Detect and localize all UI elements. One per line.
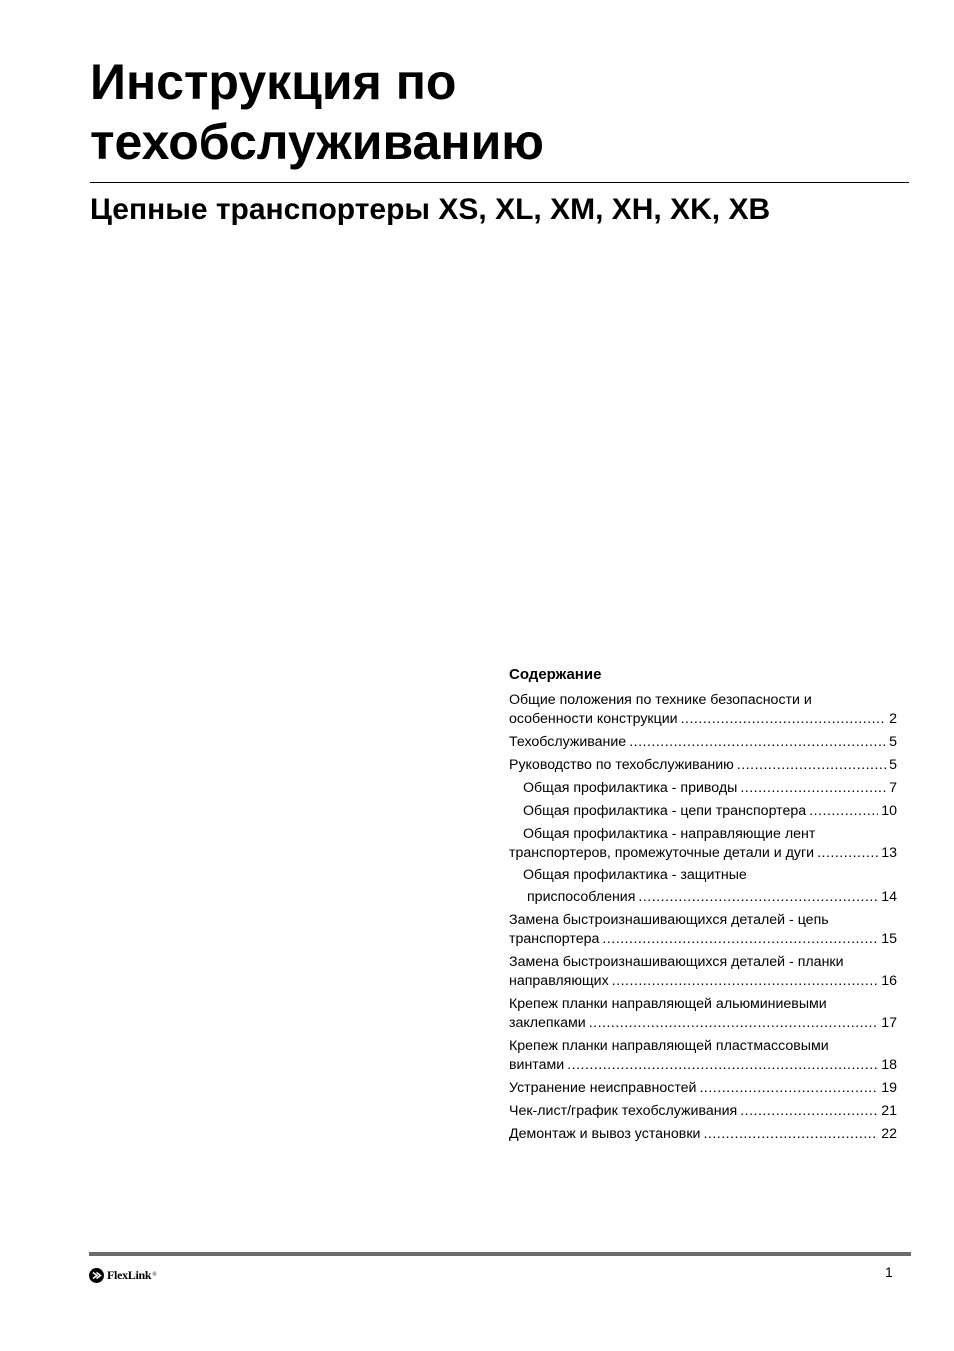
toc-entry-replace-chain[interactable] [509,911,897,949]
document-title-line-2: техобслуживанию [90,114,545,170]
toc-entry-guides[interactable] [509,825,897,863]
toc-entry-screws[interactable] [509,1037,897,1075]
toc-entry-text: Чек-лист/график техобслуживания [509,1103,738,1119]
toc-entry-maintenance-guide[interactable] [509,756,897,775]
document-subtitle: Цепные транспортеры XS, XL, XM, XH, XK, XB [90,193,771,226]
toc-entry-text: заклепками [509,1015,586,1031]
toc-leader-dots [629,733,886,752]
toc-leader-dots [681,710,887,729]
toc-page-number: 14 [881,889,897,905]
toc-page-number: 16 [881,973,897,989]
toc-heading: Содержание [509,666,602,683]
title-divider [90,182,909,183]
toc-entry-text: Техобслуживание [509,734,627,750]
toc-entry-text: направляющих [509,973,609,989]
page-number: 1 [885,1264,893,1280]
toc-page-number: 17 [881,1015,897,1031]
toc-entry-text: транспортера [509,931,600,947]
toc-leader-dots [740,1102,878,1121]
toc-leader-dots [589,1014,879,1033]
toc-leader-dots [737,756,886,775]
toc-entry-safety[interactable] [509,691,897,729]
toc-entry-text: Крепеж планки направляющей пластмассовыми [509,1038,829,1054]
toc-entry-drives[interactable] [509,779,897,798]
toc-entry-text: Общие положения по технике безопасности и [509,692,812,708]
toc-entry-replace-guide-strips[interactable] [509,953,897,991]
toc-entry-text: приспособления [527,889,636,905]
toc-page-number: 5 [889,734,897,750]
toc-page-number: 18 [881,1057,897,1073]
toc-leader-dots [567,1056,878,1075]
table-of-contents [509,664,897,1148]
toc-leader-dots [809,802,878,821]
toc-entry-text: Общая профилактика - направляющие лент [523,826,816,842]
toc-entry-text: Демонтаж и вывоз установки [509,1126,701,1142]
toc-leader-dots [740,779,886,798]
toc-page-number: 22 [881,1126,897,1142]
toc-leader-dots [638,888,878,907]
document-title [90,52,544,172]
toc-page-number: 10 [881,803,897,819]
footer-divider [89,1252,911,1256]
toc-entry-text: транспортеров, промежуточные детали и дуги [509,845,815,861]
toc-entry-checklist[interactable] [509,1102,897,1121]
logo-wordmark: FlexLink [107,1267,152,1282]
toc-leader-dots [612,972,879,991]
toc-entry-text: Руководство по техобслуживанию [509,757,734,773]
toc-entry-text: Замена быстроизнашивающихся деталей - цепь [509,912,829,928]
toc-page-number: 13 [881,845,897,861]
toc-entry-text: Общая профилактика - цепи транспортера [523,803,807,819]
toc-leader-dots [699,1079,878,1098]
toc-leader-dots [602,930,878,949]
toc-page-number: 2 [889,711,897,727]
flexlink-logo [89,1267,157,1283]
toc-page-number: 7 [889,780,897,796]
toc-entry-maintenance[interactable] [509,733,897,752]
toc-entry-troubleshooting[interactable] [509,1079,897,1098]
toc-entry-text: Устранение неисправностей [509,1080,697,1096]
toc-page-number: 19 [881,1080,897,1096]
toc-entry-dismantling[interactable] [509,1125,897,1144]
toc-entry-guards[interactable] [509,866,897,907]
toc-entry-text: особенности конструкции [509,711,678,727]
toc-page-number: 15 [881,931,897,947]
toc-entry-text: Общая профилактика - приводы [523,780,738,796]
toc-page-number: 5 [889,757,897,773]
toc-entry-chains[interactable] [509,802,897,821]
toc-page-number: 21 [881,1103,897,1119]
toc-entry-text: Крепеж планки направляющей альюминиевыми [509,996,827,1012]
logo-registered-mark: ® [152,1272,157,1278]
toc-entry-rivets[interactable] [509,995,897,1033]
toc-entry-text: винтами [509,1057,565,1073]
toc-leader-dots [703,1125,878,1144]
toc-entry-text: Общая профилактика - защитные [523,867,747,883]
document-title-line-1: Инструкция по [90,54,457,110]
flexlink-logo-icon [89,1268,104,1283]
toc-leader-dots [817,844,878,863]
toc-entry-text: Замена быстроизнашивающихся деталей - планки [509,954,844,970]
